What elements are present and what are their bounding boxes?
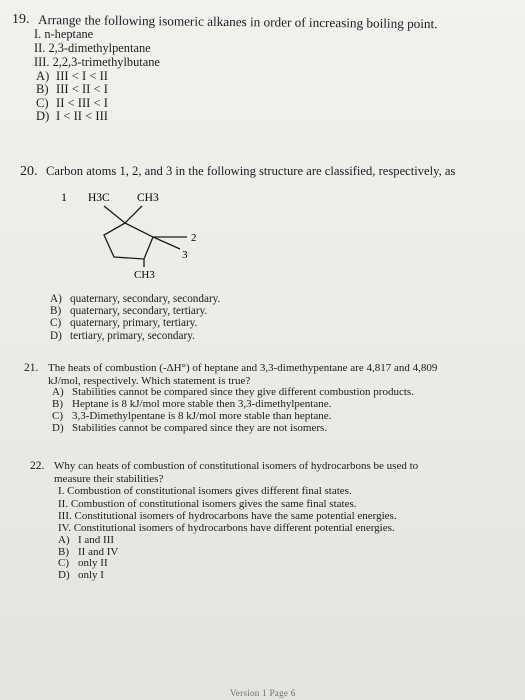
question-stem-line-2: kJ/mol, respectively. Which statement is true?: [48, 374, 251, 387]
choice-c: C) only II: [58, 557, 108, 570]
label-carbon-2: 2: [191, 232, 197, 244]
choice-b: B) Heptane is 8 kJ/mol more stable then 3,3-dimethylpentane.: [52, 397, 332, 410]
question-number: 20.: [20, 164, 38, 179]
question-stem-line-2: measure their stabilities?: [54, 472, 164, 485]
choice-a: A) Stabilities cannot be compared since they give different combustion products.: [52, 386, 414, 399]
cyclopentane-structure: [40, 185, 240, 285]
choice-a: A) I and III: [58, 533, 115, 546]
choice-a: A) quaternary, secondary, secondary.: [50, 293, 221, 305]
question-stem-line-1: The heats of combustion (-ΔH°) of heptane and 3,3-dimethypentane are 4,817 and 4,809: [48, 362, 438, 374]
item-IV: IV. Constitutional isomers of hydrocarbons have different potential energies.: [58, 522, 395, 535]
choice-b: B) III < II < I: [36, 82, 108, 97]
choice-b: B) II and IV: [58, 545, 119, 558]
choice-d: D) I < II < III: [36, 109, 108, 124]
choice-a: A) III < I < II: [36, 68, 108, 83]
choice-d: D) tertiary, primary, secondary.: [50, 329, 195, 342]
choice-b: B) quaternary, secondary, tertiary.: [50, 305, 208, 318]
item-I: I. n-heptane: [34, 27, 94, 41]
question-number: 21.: [24, 362, 39, 374]
page-footer: Version 1 Page 6: [230, 688, 296, 698]
label-carbon-1: 1: [61, 190, 67, 204]
choice-c: C) quaternary, primary, tertiary.: [50, 317, 198, 330]
item-III: III. 2,2,3-trimethylbutane: [34, 55, 160, 70]
question-19: [12, 12, 525, 124]
item-I: I. Combustion of constitutional isomers gives different final states.: [58, 485, 352, 498]
choice-c: C) 3,3-Dimethylpentane is 8 kJ/mol more stable than heptane.: [52, 409, 332, 422]
label-ch3-bottom: CH3: [134, 269, 155, 281]
question-stem: Carbon atoms 1, 2, and 3 in the following structure are classified, respectively, as: [46, 164, 456, 178]
question-22: [30, 460, 525, 582]
question-stem-line-1: Why can heats of combustion of constitutional isomers of hydrocarbons be used to: [54, 460, 419, 472]
question-number: 19.: [12, 12, 30, 27]
question-stem: Arrange the following isomeric alkanes in order of increasing boiling point.: [37, 12, 438, 32]
question-20-choices: [50, 293, 525, 342]
label-carbon-3: 3: [182, 249, 188, 261]
label-ch3-top: CH3: [137, 192, 159, 204]
question-20: [20, 164, 525, 180]
question-21: [24, 362, 525, 434]
item-II: II. 2,3-dimethylpentane: [34, 41, 151, 56]
choice-d: D) only I: [58, 569, 104, 582]
label-h3c: H3C: [88, 192, 110, 204]
item-II: II. Combustion of constitutional isomers gives the same final states.: [58, 497, 357, 510]
choice-c: C) II < III < I: [36, 95, 108, 110]
choice-d: D) Stabilities cannot be compared since they are not isomers.: [52, 421, 328, 434]
item-III: III. Constitutional isomers of hydrocarbons have the same potential energies.: [58, 510, 397, 522]
question-number: 22.: [30, 460, 45, 472]
